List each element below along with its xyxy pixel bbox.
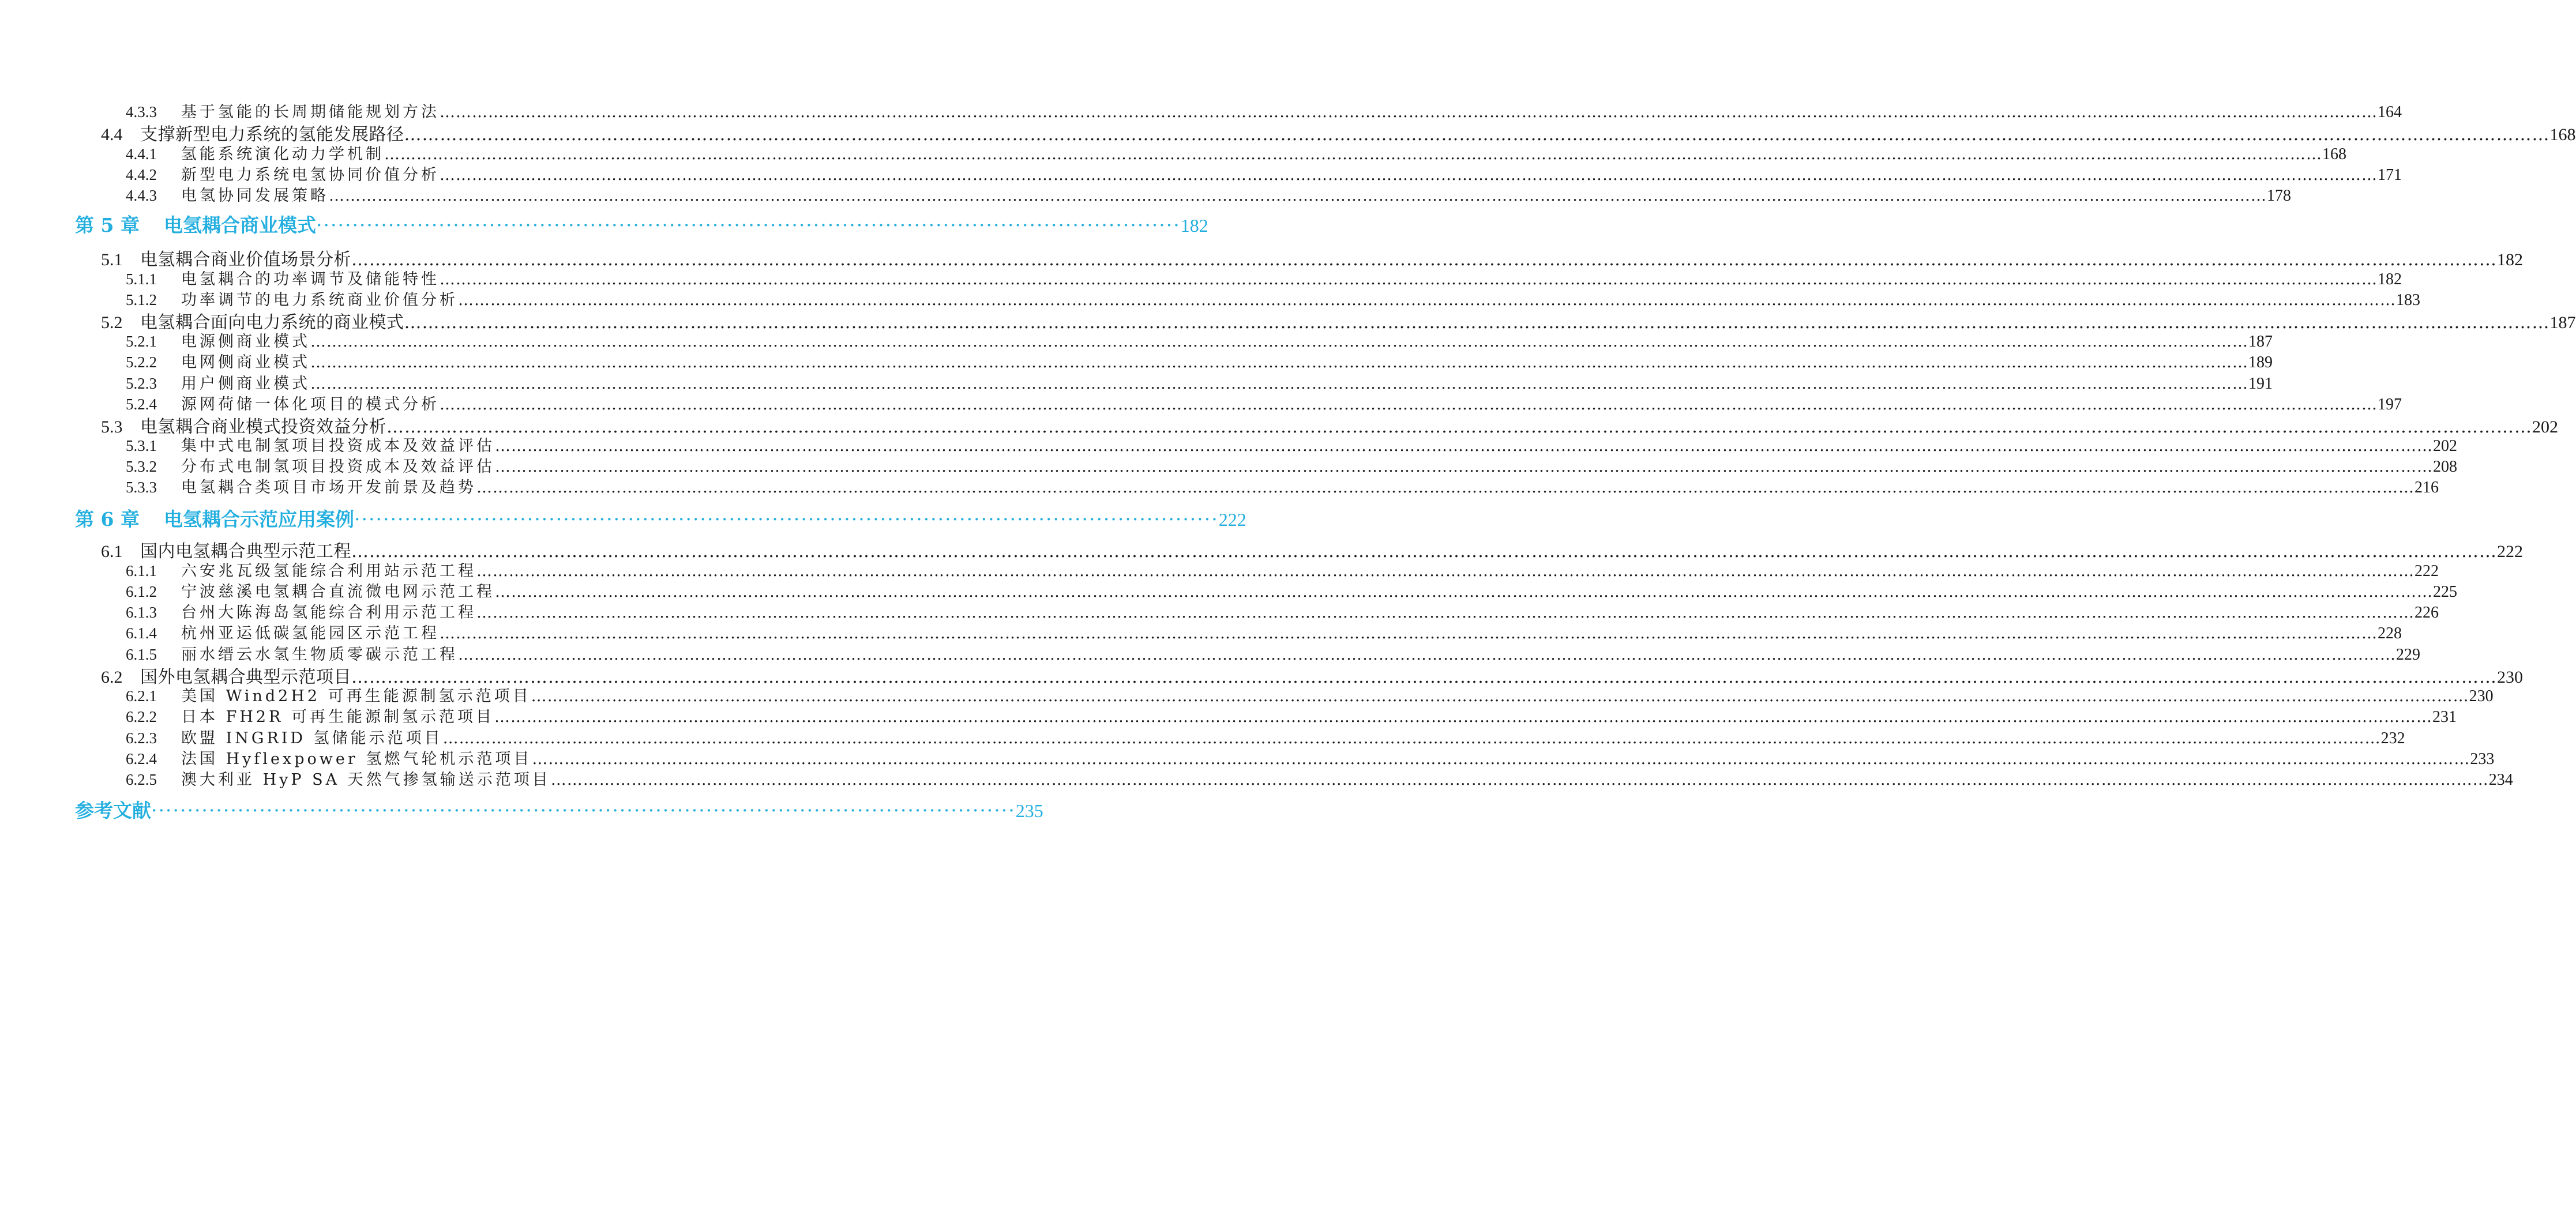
toc-entry-title: 法国 Hyflexpower 氢燃气轮机示范项目 (181, 750, 532, 768)
toc-entry-page-number: 208 (2433, 458, 2457, 476)
toc-entry-page-number: 222 (2497, 542, 2523, 561)
toc-entry-page-number: 230 (2497, 668, 2523, 687)
toc-entry-title: 美国 Wind2H2 可再生能源制氢示范项目 (181, 687, 531, 705)
dot-leader: ……………………………………………………………………………………………………………………………………………………………………………………………………………………………………………………………………………………………………………………………… (531, 687, 2469, 705)
toc-entry-page-number: 232 (2380, 729, 2405, 747)
toc-entry-number: 5.3.1 (126, 437, 157, 454)
toc-entry-title: 澳大利亚 HyP SA 天然气掺氢输送示范项目 (181, 771, 551, 789)
toc-entry-title: 基于氢能的长周期储能规划方法 (181, 103, 440, 121)
dot-leader: ……………………………………………………………………………………………………………………………………………………………………………………………………………………………………………………………………………………………………………………………… (440, 270, 2378, 288)
toc-entry-page-number: 197 (2378, 396, 2402, 413)
toc-entry-title: 宁波慈溪电氢耦合直流微电网示范工程 (181, 583, 495, 601)
dot-leader: ……………………………………………………………………………………………………………………………………………………………………………………………………………………………………………………………………………………………………………………………… (440, 166, 2378, 184)
dot-leader: ……………………………………………………………………………………………………………………………………………………………………………………………………………………………………………………………………………………………………………………………… (310, 375, 2248, 393)
toc-entry-number: 4.4.1 (126, 145, 157, 163)
toc-entry-page-number: 233 (2470, 750, 2495, 768)
toc-entry-page-number: 168 (2322, 145, 2346, 163)
toc-entry-number: 6.1.4 (126, 624, 157, 642)
toc-subsection-entry[interactable] (126, 746, 2495, 769)
toc-section-entry[interactable] (101, 245, 2523, 270)
dot-leader: ……………………………………………………………………………………………………………………………………………………………………………………………………………………………………………………………………………………………………………………………… (495, 583, 2433, 601)
toc-entry-number: 5.3 (101, 417, 123, 436)
toc-subsection-entry[interactable] (126, 558, 2439, 581)
toc-entry-page-number: 235 (1015, 800, 1043, 821)
toc-subsection-entry[interactable] (126, 99, 2402, 122)
toc-entry-title: 国内电氢耦合典型示范工程 (140, 541, 351, 562)
toc-subsection-entry[interactable] (126, 266, 2402, 289)
toc-section-entry[interactable] (101, 308, 2576, 333)
dot-leader: ……………………………………………………………………………………………………………………………………………………………………………………………………………………………………………………………………………………………………………………………… (351, 667, 2497, 687)
toc-entry-title: 电氢耦合商业价值场景分析 (140, 250, 351, 270)
toc-entry-number: 5.2.4 (126, 396, 157, 413)
toc-entry-title: 电源侧商业模式 (181, 333, 310, 351)
toc-entry-page-number: 164 (2378, 103, 2402, 121)
toc-entry-page-number: 183 (2396, 291, 2420, 309)
toc-entry-title: 电氢耦合商业模式 (164, 214, 316, 236)
toc-subsection-entry[interactable] (126, 454, 2457, 477)
toc-subsection-entry[interactable] (126, 704, 2457, 727)
toc-chapter-entry[interactable] (75, 210, 1208, 237)
toc-chapter-entry[interactable] (75, 796, 1043, 822)
toc-subsection-entry[interactable] (126, 329, 2273, 352)
toc-entry-number: 4.3.3 (126, 103, 157, 121)
dot-leader: ……………………………………………………………………………………………………………………………………………………………………………………………………………………………………………………………………………………………………………………………… (442, 729, 2381, 747)
toc-entry-page-number: 189 (2248, 353, 2273, 371)
toc-entry-title: 源网荷储一体化项目的模式分析 (181, 396, 440, 413)
toc-entry-title: 日本 FH2R 可再生能源制氢示范项目 (181, 708, 494, 726)
dot-leader: ························································································································ (316, 214, 1181, 236)
toc-entry-number: 5.3.3 (126, 479, 157, 496)
toc-entry-title: 电氢耦合面向电力系统的商业模式 (140, 313, 404, 333)
toc-entry-number: 6.2.4 (126, 750, 157, 767)
dot-leader: ························································································································ (354, 508, 1219, 530)
dot-leader: ……………………………………………………………………………………………………………………………………………………………………………………………………………………………………………………………………………………………………………………………… (386, 417, 2532, 437)
toc-entry-number: 6.1.1 (126, 562, 157, 579)
dot-leader: ……………………………………………………………………………………………………………………………………………………………………………………………………………………………………………………………………………………………………………………………… (440, 624, 2378, 642)
toc-entry-page-number: 234 (2488, 771, 2513, 789)
toc-section-entry[interactable] (101, 120, 2576, 145)
toc-entry-number: 4.4 (101, 125, 123, 144)
toc-entry-number: 6.1.5 (126, 646, 157, 663)
toc-entry-number: 6.2 (101, 668, 123, 687)
toc-entry-title: 集中式电制氢项目投资成本及效益评估 (181, 437, 495, 455)
toc-entry-title: 参考文献 (75, 799, 151, 822)
toc-entry-page-number: 225 (2433, 583, 2457, 601)
dot-leader: ……………………………………………………………………………………………………………………………………………………………………………………………………………………………………………………………………………………………………………………………… (384, 145, 2322, 163)
toc-entry-title: 氢能系统演化动力学机制 (181, 145, 384, 163)
toc-entry-number: 5.2 (101, 313, 123, 332)
toc-entry-page-number: 229 (2396, 646, 2420, 664)
toc-subsection-entry[interactable] (126, 579, 2457, 602)
toc-entry-page-number: 202 (2532, 417, 2558, 436)
dot-leader: ……………………………………………………………………………………………………………………………………………………………………………………………………………………………………………………………………………………………………………………………… (495, 437, 2433, 455)
toc-subsection-entry[interactable] (126, 287, 2420, 310)
toc-entry-title: 电氢耦合示范应用案例 (164, 508, 354, 530)
toc-entry-page-number: 222 (2414, 562, 2439, 580)
toc-entry-number: 5.3.2 (126, 458, 157, 475)
dot-leader: ……………………………………………………………………………………………………………………………………………………………………………………………………………………………………………………………………………………………………………………………… (494, 708, 2432, 726)
toc-entry-number: 5.1.2 (126, 291, 157, 308)
dot-leader: ……………………………………………………………………………………………………………………………………………………………………………………………………………………………………………………………………………………………………………………………… (310, 353, 2248, 371)
toc-entry-page-number: 178 (2267, 187, 2291, 205)
toc-subsection-entry[interactable] (126, 371, 2273, 394)
toc-subsection-entry[interactable] (126, 642, 2420, 665)
toc-entry-page-number: 182 (2497, 250, 2523, 269)
toc-entry-number: 6.1 (101, 542, 123, 561)
toc-entry-title: 台州大陈海岛氢能综合利用示范工程 (181, 604, 476, 622)
toc-entry-number: 5.2.2 (126, 353, 157, 371)
dot-leader: ……………………………………………………………………………………………………………………………………………………………………………………………………………………………………………………………………………………………………………………………… (532, 750, 2470, 768)
toc-entry-title: 用户侧商业模式 (181, 375, 310, 393)
toc-entry-number: 6.1.2 (126, 583, 157, 600)
toc-entry-page-number: 230 (2469, 687, 2494, 705)
toc-section-entry[interactable] (101, 663, 2523, 687)
toc-subsection-entry[interactable] (126, 600, 2439, 623)
toc-subsection-entry[interactable] (126, 475, 2439, 498)
toc-entry-page-number: 171 (2378, 166, 2402, 184)
toc-subsection-entry[interactable] (126, 620, 2402, 643)
toc-entry-page-number: 182 (1180, 215, 1208, 236)
toc-entry-page-number: 191 (2248, 375, 2273, 393)
dot-leader: ……………………………………………………………………………………………………………………………………………………………………………………………………………………………………………………………………………………………………………………………… (440, 103, 2378, 121)
toc-entry-title: 电网侧商业模式 (181, 353, 310, 371)
toc-entry-number: 第 5 章 (75, 214, 140, 236)
toc-subsection-entry[interactable] (126, 349, 2273, 372)
toc-entry-page-number: 168 (2549, 125, 2576, 144)
dot-leader: ……………………………………………………………………………………………………………………………………………………………………………………………………………………………………………………………………………………………………………………………… (351, 541, 2497, 562)
toc-entry-title: 支撑新型电力系统的氢能发展路径 (140, 125, 404, 145)
toc-section-entry[interactable] (101, 537, 2523, 562)
toc-section-entry[interactable] (101, 412, 2558, 437)
dot-leader: ……………………………………………………………………………………………………………………………………………………………………………………………………………………………………………………………………………………………………………………………… (458, 291, 2396, 309)
toc-entry-title: 分布式电制氢项目投资成本及效益评估 (181, 458, 495, 476)
toc-entry-title: 新型电力系统电氢协同价值分析 (181, 166, 440, 184)
toc-entry-page-number: 182 (2378, 270, 2402, 288)
toc-entry-page-number: 187 (2549, 313, 2576, 332)
toc-entry-page-number: 222 (1218, 509, 1246, 530)
dot-leader: ……………………………………………………………………………………………………………………………………………………………………………………………………………………………………………………………………………………………………………………………… (310, 333, 2248, 351)
toc-entry-title: 杭州亚运低碳氢能园区示范工程 (181, 624, 440, 642)
dot-leader: ……………………………………………………………………………………………………………………………………………………………………………………………………………………………………………………………………………………………………………………………… (404, 313, 2550, 333)
toc-entry-number: 6.2.5 (126, 771, 157, 788)
toc-entry-number: 6.2.2 (126, 708, 157, 725)
toc-entry-page-number: 216 (2414, 479, 2439, 496)
toc-subsection-entry[interactable] (126, 183, 2291, 206)
toc-entry-number: 4.4.2 (126, 166, 157, 183)
toc-entry-title: 欧盟 INGRID 氢储能示范项目 (181, 729, 443, 747)
toc-entry-page-number: 231 (2432, 708, 2457, 726)
dot-leader: ……………………………………………………………………………………………………………………………………………………………………………………………………………………………………………………………………………………………………………………………… (351, 250, 2497, 270)
toc-entry-title: 六安兆瓦级氢能综合利用站示范工程 (181, 562, 476, 580)
toc-entry-title: 国外电氢耦合典型示范项目 (140, 667, 351, 687)
dot-leader: ……………………………………………………………………………………………………………………………………………………………………………………………………………………………………………………………………………………………………………………………… (476, 562, 2414, 580)
dot-leader: ……………………………………………………………………………………………………………………………………………………………………………………………………………………………………………………………………………………………………………………………… (440, 396, 2378, 413)
dot-leader: ……………………………………………………………………………………………………………………………………………………………………………………………………………………………………………………………………………………………………………………………… (476, 604, 2414, 622)
toc-entry-title: 电氢耦合类项目市场开发前景及趋势 (181, 479, 476, 496)
toc-entry-page-number: 228 (2378, 624, 2402, 642)
dot-leader: ……………………………………………………………………………………………………………………………………………………………………………………………………………………………………………………………………………………………………………………………… (404, 125, 2550, 145)
toc-entry-number: 5.2.1 (126, 333, 157, 350)
toc-subsection-entry[interactable] (126, 162, 2402, 185)
toc-subsection-entry[interactable] (126, 767, 2513, 790)
dot-leader: ……………………………………………………………………………………………………………………………………………………………………………………………………………………………………………………………………………………………………………………………… (495, 458, 2433, 476)
toc-subsection-entry[interactable] (126, 725, 2405, 748)
toc-entry-title: 电氢耦合的功率调节及储能特性 (181, 270, 440, 288)
toc-entry-number: 5.2.3 (126, 375, 157, 392)
dot-leader: ……………………………………………………………………………………………………………………………………………………………………………………………………………………………………………………………………………………………………………………………… (476, 479, 2414, 496)
toc-entry-title: 电氢耦合商业模式投资效益分析 (140, 417, 386, 437)
dot-leader: ……………………………………………………………………………………………………………………………………………………………………………………………………………………………………………………………………………………………………………………………… (458, 646, 2396, 664)
dot-leader: ……………………………………………………………………………………………………………………………………………………………………………………………………………………………………………………………………………………………………………………………… (329, 187, 2267, 205)
toc-subsection-entry[interactable] (126, 141, 2346, 164)
dot-leader: ························································································································ (151, 799, 1016, 822)
toc-entry-page-number: 187 (2248, 333, 2273, 351)
toc-chapter-entry[interactable] (75, 505, 1246, 531)
toc-subsection-entry[interactable] (126, 392, 2402, 415)
toc-entry-page-number: 226 (2414, 604, 2439, 622)
toc-subsection-entry[interactable] (126, 683, 2494, 706)
dot-leader: ……………………………………………………………………………………………………………………………………………………………………………………………………………………………………………………………………………………………………………………………… (550, 771, 2489, 789)
toc-entry-number: 6.1.3 (126, 604, 157, 621)
toc-subsection-entry[interactable] (126, 433, 2457, 456)
toc-entry-number: 5.1 (101, 250, 123, 269)
toc-entry-number: 第 6 章 (75, 508, 140, 530)
toc-entry-title: 丽水缙云水氢生物质零碳示范工程 (181, 646, 458, 664)
toc-entry-title: 电氢协同发展策略 (181, 187, 329, 205)
toc-entry-page-number: 202 (2433, 437, 2457, 455)
toc-entry-number: 6.2.3 (126, 729, 157, 747)
toc-entry-number: 6.2.1 (126, 687, 157, 705)
toc-entry-title: 功率调节的电力系统商业价值分析 (181, 291, 458, 309)
toc-entry-number: 4.4.3 (126, 187, 157, 204)
toc-entry-number: 5.1.1 (126, 270, 157, 288)
